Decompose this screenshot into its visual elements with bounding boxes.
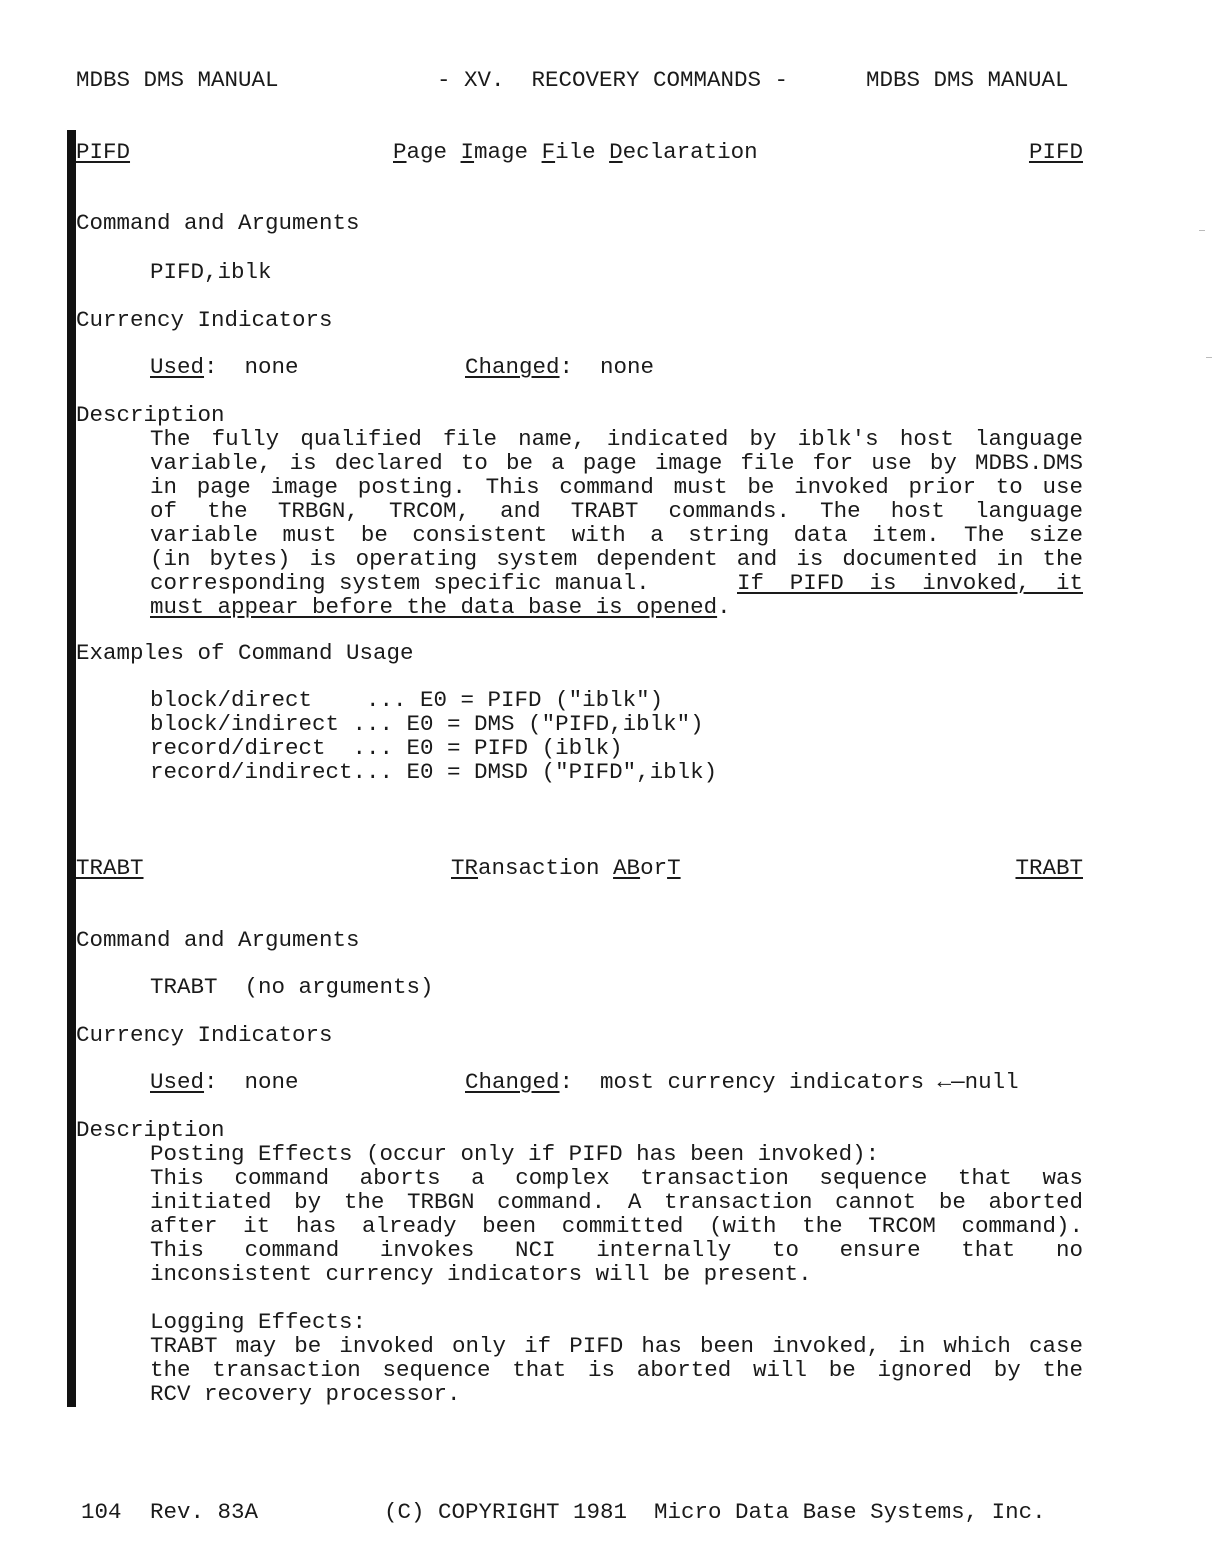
header-center: - XV. RECOVERY COMMANDS -	[437, 67, 789, 93]
trabt-changed: Changed: most currency indicators ←—null	[465, 1069, 1019, 1095]
pifd-desc-heading: Description	[76, 402, 225, 428]
pifd-desc-end: .	[717, 594, 731, 620]
pifd-desc-line: variable must be consistent with a string data item. The size	[150, 522, 1083, 548]
trabt-logging-line: the transaction sequence that is aborted will be ignored by the	[150, 1357, 1083, 1383]
trabt-used-label: Used	[150, 1069, 205, 1095]
pifd-example: record/indirect... E0 = DMSD ("PIFD",iblk)	[150, 759, 718, 785]
trabt-currency-heading: Currency Indicators	[76, 1022, 333, 1048]
pifd-example: block/indirect ... E0 = DMS ("PIFD,iblk")	[150, 711, 704, 737]
trabt-used-value: none	[244, 1069, 299, 1095]
trabt-logging-line: RCV recovery processor.	[150, 1381, 461, 1407]
trabt-logging-line: TRABT may be invoked only if PIFD has been invoked, in which case	[150, 1333, 1083, 1359]
pifd-currency-heading: Currency Indicators	[76, 307, 333, 333]
pifd-desc-line: in page image posting. This command must be invoked prior to use	[150, 474, 1083, 500]
header-left: MDBS DMS MANUAL	[76, 67, 279, 93]
pifd-changed-label: Changed	[465, 354, 560, 380]
pifd-cmd-heading: Command and Arguments	[76, 210, 360, 236]
trabt-cmd: TRABT (no arguments)	[150, 974, 434, 1000]
trabt-changed-value: most currency indicators ←—null	[600, 1069, 1019, 1095]
pifd-desc-line: The fully qualified file name, indicated by iblk's host language	[150, 426, 1083, 452]
pifd-desc-underlined-2: must appear before the data base is opened	[150, 594, 718, 620]
trabt-code-left: TRABT	[76, 855, 144, 881]
pifd-code-right	[1029, 140, 1083, 164]
trabt-used: Used: none	[150, 1069, 299, 1095]
scan-speck	[1199, 230, 1205, 231]
trabt-posting-line: This command invokes NCI internally to ensure that no	[150, 1237, 1083, 1263]
pifd-examples-heading: Examples of Command Usage	[76, 640, 414, 666]
pifd-example: record/direct ... E0 = PIFD (iblk)	[150, 735, 623, 761]
pifd-changed-value: none	[600, 354, 655, 380]
trabt-code-right	[1015, 856, 1083, 880]
pifd-desc-last	[150, 595, 731, 619]
trabt-code-right-text: TRABT	[1015, 855, 1083, 881]
trabt-posting-line: inconsistent currency indicators will be present.	[150, 1261, 812, 1287]
change-bar	[67, 130, 76, 1407]
pifd-desc-line: (in bytes) is operating system dependent and is documented in the	[150, 546, 1083, 572]
footer-page-number: 104	[81, 1499, 122, 1525]
footer-copyright: (C) COPYRIGHT 1981 Micro Data Base Systems, Inc.	[384, 1499, 1046, 1525]
trabt-posting-line: This command aborts a complex transaction sequence that was	[150, 1165, 1083, 1191]
trabt-changed-label: Changed	[465, 1069, 560, 1095]
pifd-desc-line: corresponding system specific manual.	[150, 570, 650, 596]
pifd-cmd: PIFD,iblk	[150, 259, 272, 285]
trabt-posting-line: after it has already been committed (with the TRCOM command).	[150, 1213, 1083, 1239]
trabt-desc-heading: Description	[76, 1117, 225, 1143]
pifd-used: Used: none	[150, 354, 299, 380]
trabt-title: TRansaction ABorT	[451, 855, 681, 881]
header-right: MDBS DMS MANUAL	[866, 67, 1069, 93]
pifd-code-left: PIFD	[76, 139, 131, 165]
trabt-posting-line: initiated by the TRBGN command. A transaction cannot be aborted	[150, 1189, 1083, 1215]
pifd-desc-line: of the TRBGN, TRCOM, and TRABT commands. The host language	[150, 498, 1083, 524]
pifd-desc-line: variable, is declared to be a page image file for use by MDBS.DMS	[150, 450, 1083, 476]
pifd-used-label: Used	[150, 354, 205, 380]
pifd-example: block/direct ... E0 = PIFD ("iblk")	[150, 687, 664, 713]
trabt-posting-heading: Posting Effects (occur only if PIFD has been invoked):	[150, 1141, 880, 1167]
pifd-changed: Changed: none	[465, 354, 655, 380]
footer-revision: Rev. 83A	[150, 1499, 259, 1525]
trabt-cmd-heading: Command and Arguments	[76, 927, 360, 953]
scan-speck	[1206, 357, 1212, 358]
trabt-logging-heading: Logging Effects:	[150, 1309, 367, 1335]
pifd-code-right-text: PIFD	[1028, 139, 1083, 165]
pifd-title: Page Image File Declaration	[393, 139, 758, 165]
pifd-desc-underlined-1: If PIFD is invoked, it	[737, 570, 1083, 596]
pifd-used-value: none	[244, 354, 299, 380]
